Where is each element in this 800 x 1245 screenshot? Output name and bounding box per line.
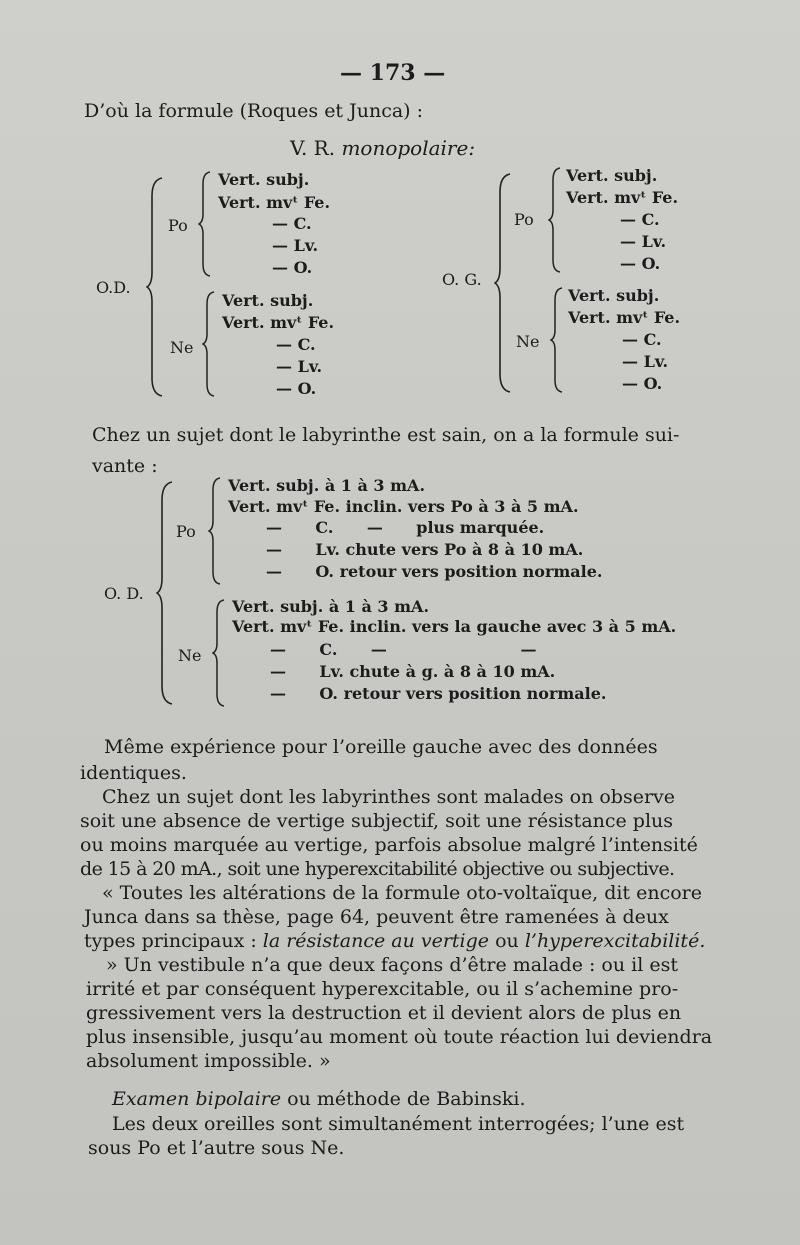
f1-right-po-line: Vert. mvᵗ Fe. <box>566 188 679 207</box>
f2-ne-line: — C. — — <box>270 640 537 659</box>
f1-right-ne-line: Vert. mvᵗ Fe. <box>568 308 681 327</box>
body-line: « Toutes les altérations de la formule oto-voltaïque, dit encore <box>102 882 702 904</box>
f1-right-ne-line: — O. <box>622 374 663 393</box>
f2-po-brace <box>208 476 222 586</box>
f1-left-ne-line: Vert. mvᵗ Fe. <box>222 313 335 332</box>
intro-line: D’où la formule (Roques et Junca) : <box>84 100 424 122</box>
body-line: gressivement vers la destruction et il devient alors de plus en <box>86 1002 682 1024</box>
body-line: identiques. <box>80 762 187 784</box>
f1-left-ne-line: — C. <box>276 335 316 354</box>
body-line-mixed <box>112 1087 525 1111</box>
body-line: Même expérience pour l’oreille gauche avec des données <box>104 736 658 758</box>
body-line: ou moins marquée au vertige, parfois absolue malgré l’intensité <box>80 834 698 856</box>
f2-po-line: Vert. mvᵗ Fe. inclin. vers Po à 3 à 5 mA. <box>228 497 579 516</box>
body-line: Junca dans sa thèse, page 64, peuvent être ramenées à deux <box>84 906 669 928</box>
f1-left-po-brace <box>198 170 212 278</box>
f1-right-outer-brace <box>494 172 512 394</box>
f1-right-ne-brace <box>550 286 564 394</box>
f1-left-po-line: — O. <box>272 258 313 277</box>
f1-right-po-line: — C. <box>620 210 660 229</box>
f2-ne-brace <box>212 598 226 708</box>
f1-left-label: O.D. <box>96 278 131 297</box>
f1-right-ne-line: Vert. subj. <box>568 286 660 305</box>
vr-prefix: V. R. <box>290 136 336 160</box>
body-line-mixed <box>84 929 705 953</box>
body-line: plus insensible, jusqu’au moment où toute réaction lui deviendra <box>86 1026 713 1048</box>
body-italic: l’hyperexcitabilité. <box>524 930 706 952</box>
body-text: types principaux : <box>84 930 257 952</box>
f1-left-outer-brace <box>146 176 164 398</box>
f1-right-po-line: — Lv. <box>620 232 667 251</box>
body-line: absolument impossible. » <box>86 1050 331 1072</box>
f1-right-ne-line: — C. <box>622 330 662 349</box>
f1-left-ne-line: — O. <box>276 379 317 398</box>
f1-right-po-line: — O. <box>620 254 661 273</box>
f1-left-ne-brace <box>202 290 216 398</box>
f1-left-po-line: Vert. subj. <box>218 170 310 189</box>
f2-ne-line: — Lv. chute à g. à 8 à 10 mA. <box>270 662 556 681</box>
body-line: Les deux oreilles sont simultanément interrogées; l’une est <box>112 1113 685 1135</box>
f1-right-po-brace <box>548 166 562 274</box>
f1-left-ne-label: Ne <box>170 338 194 357</box>
f2-ne-label: Ne <box>178 646 202 665</box>
f1-left-po-line: — C. <box>272 214 312 233</box>
f2-label: O. D. <box>104 584 144 603</box>
f1-right-po-label: Po <box>514 210 534 229</box>
f2-po-label: Po <box>176 522 196 541</box>
body-italic: la résistance au vertige <box>262 930 490 952</box>
f2-ne-line: — O. retour vers position normale. <box>270 684 607 703</box>
vr-italic: monopolaire: <box>341 136 476 160</box>
f2-po-line: Vert. subj. à 1 à 3 mA. <box>228 476 426 495</box>
f1-right-ne-label: Ne <box>516 332 540 351</box>
f2-outer-brace <box>156 480 174 706</box>
f1-left-ne-line: — Lv. <box>276 357 323 376</box>
body-line: de 15 à 20 mA., soit une hyperexcitabilité objective ou subjective. <box>80 858 675 880</box>
body-text: ou méthode de Babinski. <box>287 1088 526 1110</box>
f2-po-line: — Lv. chute vers Po à 8 à 10 mA. <box>266 540 584 559</box>
f2-ne-line: Vert. mvᵗ Fe. inclin. vers la gauche avec 3 à 5 mA. <box>232 617 677 636</box>
page-number: — 173 — <box>340 60 446 86</box>
f2-ne-line: Vert. subj. à 1 à 3 mA. <box>232 597 430 616</box>
body-italic: Examen bipolaire <box>112 1088 282 1110</box>
f2-po-line: — O. retour vers position normale. <box>266 562 603 581</box>
para-sain-line: Chez un sujet dont le labyrinthe est sain, on a la formule sui- <box>92 424 680 446</box>
f1-right-label: O. G. <box>442 270 482 289</box>
body-line: irrité et par conséquent hyperexcitable, ou il s’achemine pro- <box>86 978 679 1000</box>
body-line: soit une absence de vertige subjectif, soit une résistance plus <box>80 810 674 832</box>
vr-heading <box>290 136 475 160</box>
body-text: ou <box>495 930 519 952</box>
para-sain-line: vante : <box>92 455 158 477</box>
f1-left-ne-line: Vert. subj. <box>222 291 314 310</box>
f1-right-po-line: Vert. subj. <box>566 166 658 185</box>
f1-right-ne-line: — Lv. <box>622 352 669 371</box>
body-line: Chez un sujet dont les labyrinthes sont malades on observe <box>102 786 676 808</box>
f2-po-line: — C. — plus marquée. <box>266 518 545 537</box>
f1-left-po-label: Po <box>168 216 188 235</box>
body-line: » Un vestibule n’a que deux façons d’être malade : ou il est <box>106 954 678 976</box>
f1-left-po-line: Vert. mvᵗ Fe. <box>218 193 331 212</box>
body-line: sous Po et l’autre sous Ne. <box>88 1137 345 1159</box>
f1-left-po-line: — Lv. <box>272 236 319 255</box>
